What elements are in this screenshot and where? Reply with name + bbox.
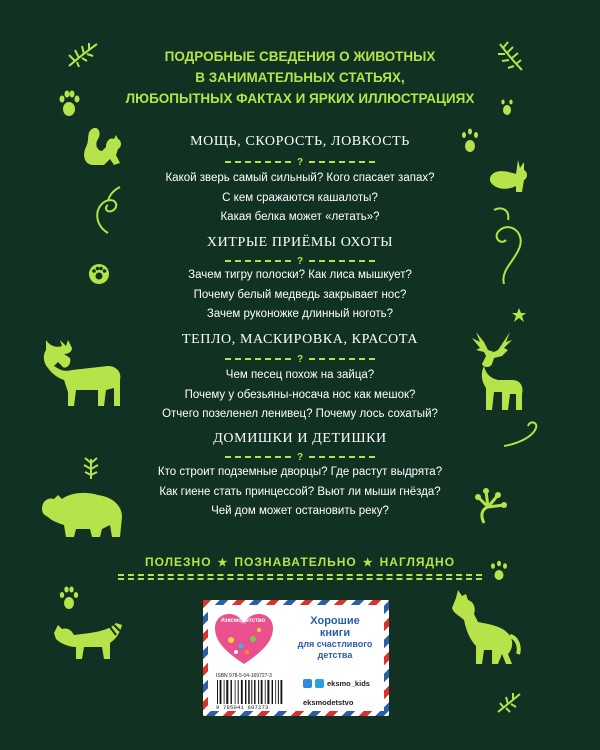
question-mark: ? [296,156,304,168]
question-list [100,266,500,325]
leaf-icon [496,690,522,714]
intro-line: ЛЮБОПЫТНЫХ ФАКТАХ И ЯРКИХ ИЛЛЮСТРАЦИЯХ [125,91,475,106]
question-list [100,463,500,522]
section-divider [225,157,375,167]
question-line: Кто строит подземные дворцы? Где растут выдрята? [157,466,443,478]
barcode-number: 9 785041 697273 [216,704,269,711]
vk-icon [303,679,312,688]
question-line: Зачем руконожке длинный ноготь? [206,308,394,320]
slogan-line: Хорошие [310,615,360,627]
section-title: ХИТРЫЕ ПРИЁМЫ ОХОТЫ [206,235,394,250]
question-mark: ? [296,255,304,267]
section-title: ДОМИШКИ И ДЕТИШКИ [213,431,387,446]
slogan [286,615,384,661]
section-divider [225,256,375,266]
tagline-word: ПОЛЕЗНО [144,555,212,569]
intro-line: В ЗАНИМАТЕЛЬНЫХ СТАТЬЯХ, [195,70,405,85]
paw-print-icon [88,263,110,285]
paw-print-icon [58,585,80,611]
slogan-line: детства [317,650,353,660]
sticker-body [208,605,384,711]
deer-silhouette [462,330,530,412]
frog-print-icon [470,485,512,525]
section-divider [225,452,375,462]
section-title: ТЕПЛО, МАСКИРОВКА, КРАСОТА [181,332,419,347]
leaf-icon [65,40,101,70]
rabbit-silhouette [488,158,528,194]
slogan-line: для счастливого [297,639,373,649]
question-line: Почему у обезьяны-носача нос как мешок? [184,388,416,401]
bear-silhouette [40,487,126,539]
question-mark: ? [296,353,304,365]
tagline [110,555,490,569]
tagline-word: ПОЗНАВАТЕЛЬНО [234,555,357,569]
intro-block [80,46,520,109]
question-line: Какая белка может «летать»? [220,211,380,223]
section-divider [225,354,375,364]
section-title: МОЩЬ, СКОРОСТЬ, ЛОВКОСТЬ [190,134,410,149]
social-row [303,679,370,688]
moose-silhouette [42,336,124,410]
question-line: Зачем тигру полоски? Как лиса мышкует? [188,269,412,281]
swirl-icon [90,185,124,237]
question-line: С кем сражаются кашалоты? [222,191,378,204]
intro-line: ПОДРОБНЫЕ СВЕДЕНИЯ О ЖИВОТНЫХ [164,49,436,64]
raccoon-silhouette [50,617,124,663]
question-line: Почему белый медведь закрывает нос? [193,288,407,301]
website-text: eksmodetstvo [303,698,354,707]
question-line: Как гиене стать принцессой? Вьют ли мыши гнёзда? [159,485,441,498]
isbn-text: ISBN 978-5-04-169727-3 [216,673,272,679]
publisher-sticker [203,600,389,716]
slogan-line: книги [319,627,351,639]
question-line: Какой зверь самый сильный? Кого спасает запах? [165,172,435,184]
swirl-icon [480,200,528,286]
star-icon: ★ [362,556,374,569]
question-mark: ? [296,451,304,463]
tagline-word: НАГЛЯДНО [379,555,456,569]
question-line: Чем песец похож на зайца? [225,369,375,381]
question-list [100,366,500,425]
star-icon: ★ [217,556,229,569]
leaf-icon [494,40,526,74]
dashed-rule [118,574,482,580]
question-line: Чей дом может остановить реку? [211,505,389,517]
squirrel-silhouette [80,125,124,169]
paw-print-icon [58,90,80,118]
paw-print-icon [488,560,510,582]
paw-print-icon [500,98,514,116]
question-list [100,169,500,228]
social-handle: eksmo_kids [327,679,370,688]
barcode-icon [216,680,294,704]
wolf-silhouette [448,588,522,666]
leaf-icon [80,455,102,481]
telegram-icon [315,679,324,688]
hashtag-label: #эксмодетство [220,618,266,624]
star-icon [512,308,526,322]
question-line: Отчего позеленел ленивец? Почему лось сохатый? [162,408,438,420]
paw-print-icon [460,128,480,156]
swirl-icon [502,420,542,448]
